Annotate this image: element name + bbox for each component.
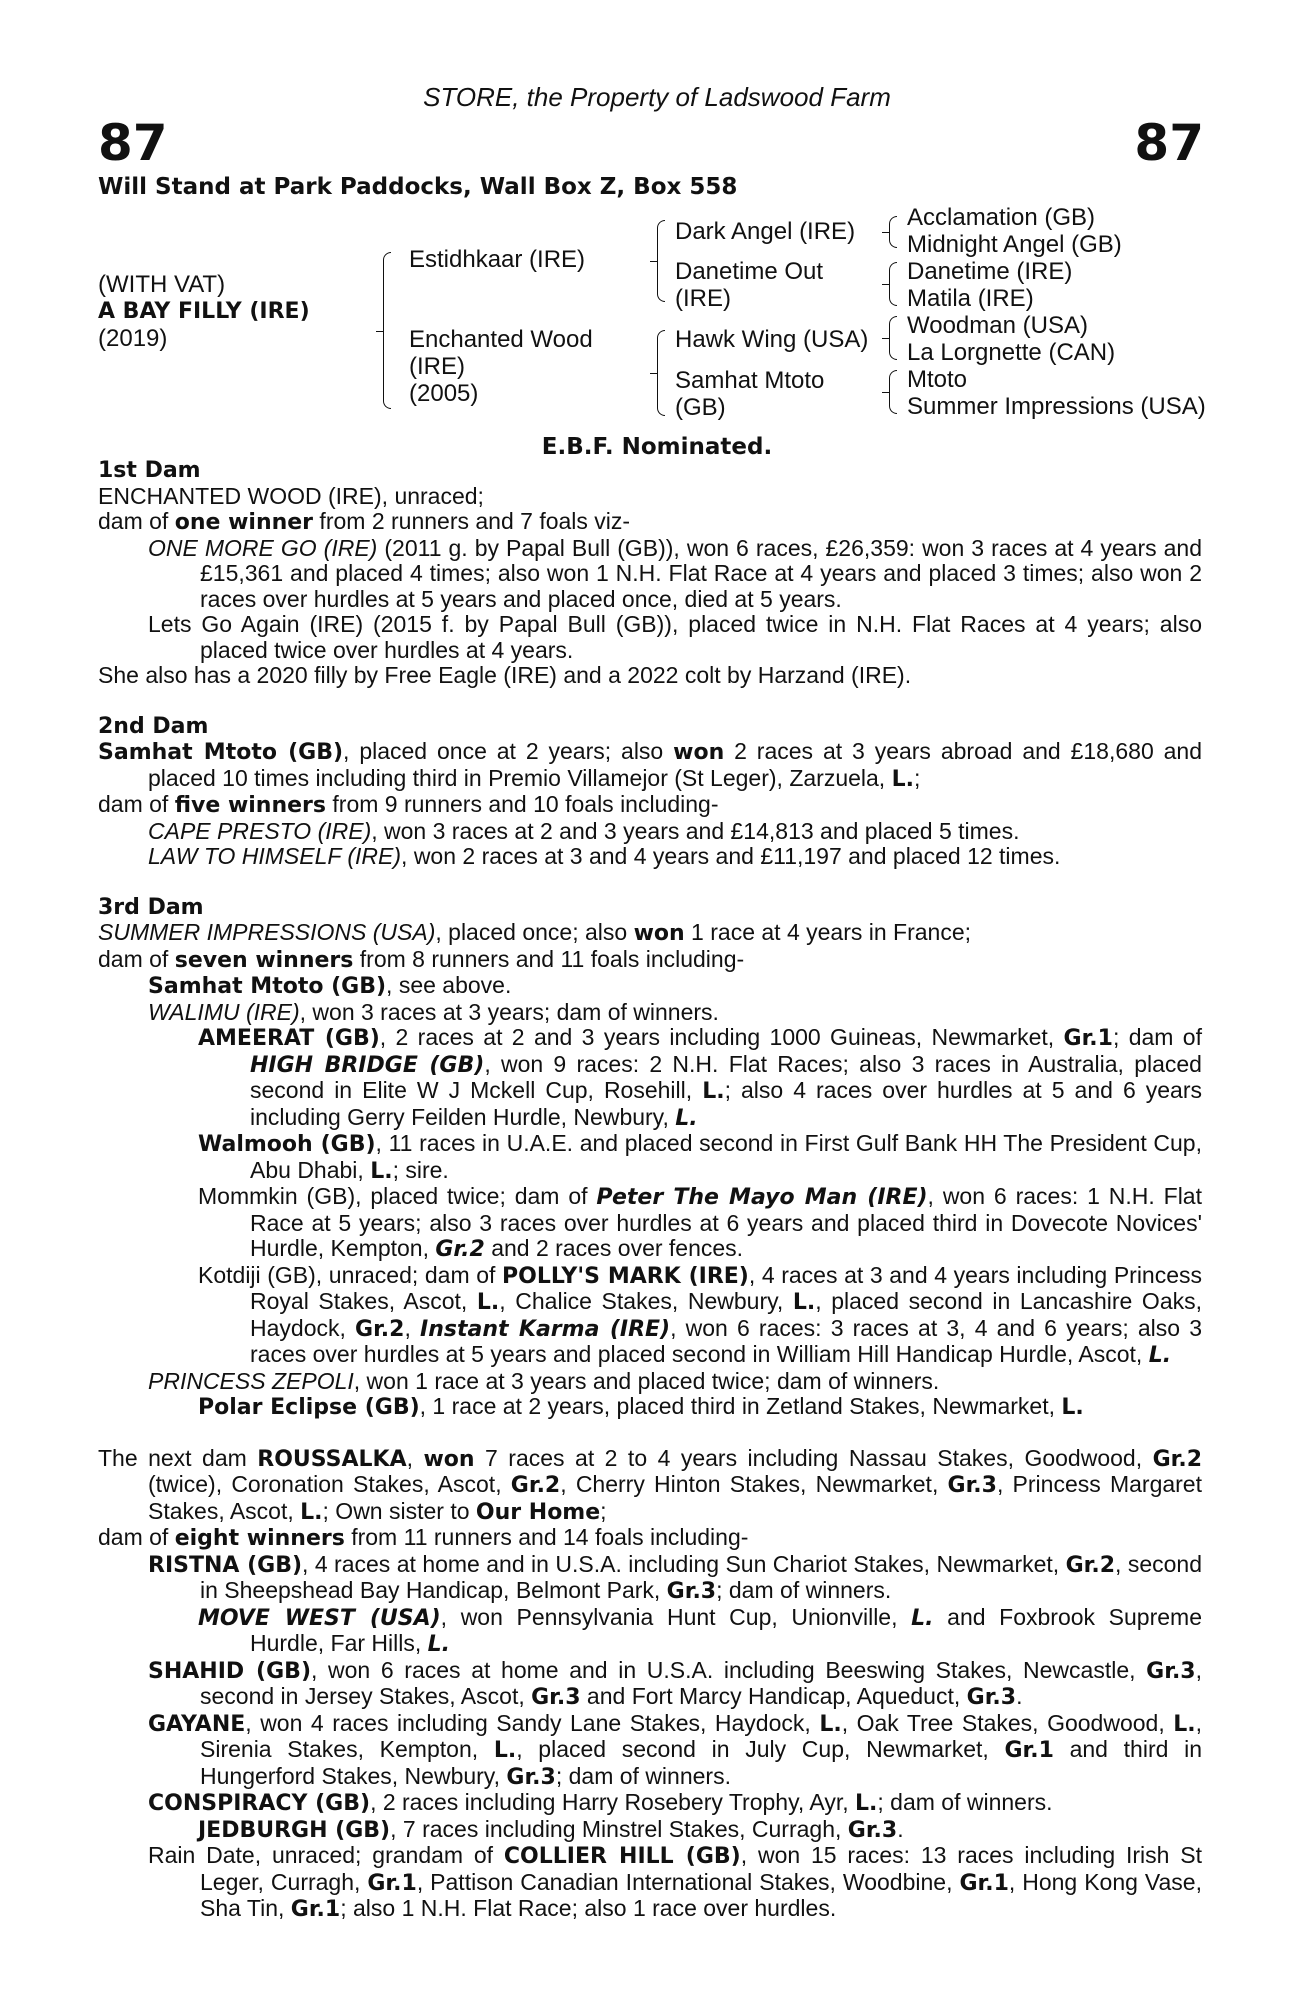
produce-entry: RISTNA (GB), 4 races at home and in U.S.A. including Sun Chariot Stakes, Newmarket, Gr.2, second in Sheepshead Bay Handicap, Belmont Park, Gr.3; dam of winners. xyxy=(148,1550,1203,1604)
pedigree-brace-2a xyxy=(657,220,665,302)
ggp-7: Mtoto xyxy=(907,366,968,393)
ggp-6: La Lorgnette (CAN) xyxy=(907,339,1116,366)
first-dam-note: She also has a 2020 filly by Free Eagle (IRE) and a 2022 colt by Harzand (IRE). xyxy=(98,662,912,688)
catalogue-body xyxy=(98,458,1202,1923)
lot-name: A BAY FILLY (IRE) xyxy=(98,299,310,324)
produce-entry: Walmooh (GB), 11 races in U.A.E. and placed second in First Gulf Bank HH The President Cup, Abu Dhabi, L.; sire. xyxy=(198,1130,1202,1184)
pedigree-brace-3b xyxy=(889,262,897,306)
first-dam-line: ENCHANTED WOOD (IRE), unraced; xyxy=(98,482,484,509)
dam-sire: Hawk Wing (USA) xyxy=(675,326,869,353)
dam-line-2: (IRE) xyxy=(409,353,465,380)
pedigree-brace-3d xyxy=(889,370,897,414)
ebf-note: E.B.F. Nominated. xyxy=(541,434,773,460)
produce-entry: Polar Eclipse (GB), 1 race at 2 years, placed third in Zetland Stakes, Newmarket, L. xyxy=(198,1393,1084,1420)
lot-number-left: 87 xyxy=(98,114,168,172)
pedigree-brace-3a xyxy=(889,216,897,248)
lot-number-right: 87 xyxy=(1134,114,1204,172)
dam-dam-line-1: Samhat Mtoto xyxy=(675,367,825,394)
sire-dam-line-1: Danetime Out xyxy=(675,258,824,285)
produce-entry: PRINCESS ZEPOLI, won 1 race at 3 years and placed twice; dam of winners. xyxy=(148,1367,940,1394)
third-dam-produce-line: dam of seven winners from 8 runners and 11 foals including- xyxy=(98,945,745,973)
produce-entry: CONSPIRACY (GB), 2 races including Harry Rosebery Trophy, Ayr, L.; dam of winners. xyxy=(148,1789,1053,1816)
first-dam-produce-line: dam of one winner from 2 runners and 7 foals viz- xyxy=(98,508,631,535)
foaling-year: (2019) xyxy=(98,325,168,352)
pedigree-brace-2b xyxy=(657,330,665,416)
dam-line-3: (2005) xyxy=(409,380,479,407)
produce-entry: MOVE WEST (USA), won Pennsylvania Hunt Cup, Unionville, L. and Foxbrook Supreme Hurdle, Far Hills, L. xyxy=(198,1603,1203,1657)
produce-entry: Mommkin (GB), placed twice; dam of Peter The Mayo Man (IRE), won 6 races: 1 N.H. Flat Race at 5 years; also 3 races over hurdles at 6 years and placed third in Dovecote Novices' Hurdle, Kempton, Gr.2 and 2 races over fences. xyxy=(198,1183,1202,1262)
produce-entry: Lets Go Again (IRE) (2015 f. by Papal Bull (GB)), placed twice in N.H. Flat Races at 4 years; also placed twice over hurdles at 4 years. xyxy=(148,611,1202,663)
sire: Estidhkaar (IRE) xyxy=(409,246,586,273)
produce-entry: JEDBURGH (GB), 7 races including Minstrel Stakes, Curragh, Gr.3. xyxy=(198,1815,904,1843)
produce-entry: Kotdiji (GB), unraced; dam of POLLY'S MARK (IRE), 4 races at 3 and 4 years including Princess Royal Stakes, Ascot, L., Chalice Stakes, Newbury, L., placed second in Lancashire Oaks, Haydock, Gr.2, Instant Karma (IRE), won 6 races: 3 races at 3, 4 and 6 years; also 3 races over hurdles at 5 years and placed second in William Hill Handicap Hurdle, Ascot, L. xyxy=(198,1261,1203,1368)
sire-sire: Dark Angel (IRE) xyxy=(675,218,856,245)
produce-entry: WALIMU (IRE), won 3 races at 3 years; dam of winners. xyxy=(148,998,719,1025)
third-dam-heading: 3rd Dam xyxy=(98,894,204,920)
next-dam-produce-line: dam of eight winners from 11 runners and 14 foals including- xyxy=(98,1524,749,1551)
produce-entry: Samhat Mtoto (GB), see above. xyxy=(148,972,512,999)
consignor-title: STORE, the Property of Ladswood Farm xyxy=(423,82,891,112)
ggp-3: Danetime (IRE) xyxy=(907,258,1073,285)
stabling-location: Will Stand at Park Paddocks, Wall Box Z, Box 558 xyxy=(98,174,738,200)
first-dam-heading: 1st Dam xyxy=(98,458,201,483)
produce-entry: Rain Date, unraced; grandam of COLLIER HILL (GB), won 15 races: 13 races including Irish St Leger, Curragh, Gr.1, Pattison Canadian International Stakes, Woodbine, Gr.1, Hong Kong Vase, Sha Tin, Gr.1; also 1 N.H. Flat Race; also 1 race over hurdles. xyxy=(148,1842,1202,1922)
pedigree-brace-3c xyxy=(889,316,897,360)
second-dam-heading: 2nd Dam xyxy=(98,713,209,739)
pedigree-brace-1 xyxy=(383,252,391,409)
produce-entry: LAW TO HIMSELF (IRE), won 2 races at 3 and 4 years and £11,197 and placed 12 times. xyxy=(148,843,1061,869)
produce-entry: ONE MORE GO (IRE) (2011 g. by Papal Bull (GB)), won 6 races, £26,359: won 3 races at 4 years and £15,361 and placed 4 times; also won 1 N.H. Flat Race at 4 years and placed 3 times; also won 2 races over hurdles at 5 years and placed once, died at 5 years. xyxy=(148,534,1202,612)
dam-line-1: Enchanted Wood xyxy=(409,326,593,353)
ggp-4: Matila (IRE) xyxy=(907,285,1034,312)
produce-entry: GAYANE, won 4 races including Sandy Lane Stakes, Haydock, L., Oak Tree Stakes, Goodwood, L., Sirenia Stakes, Kempton, L., placed second in July Cup, Newmarket, Gr.1 and third in Hungerford Stakes, Newbury, Gr.3; dam of winners. xyxy=(148,1709,1203,1790)
ggp-1: Acclamation (GB) xyxy=(907,204,1096,231)
vat-note: (WITH VAT) xyxy=(98,271,226,298)
ggp-8: Summer Impressions (USA) xyxy=(907,393,1206,420)
next-dam-line: The next dam ROUSSALKA, won 7 races at 2 to 4 years including Nassau Stakes, Goodwood, Gr.2 (twice), Coronation Stakes, Ascot, Gr.2, Cherry Hinton Stakes, Newmarket, Gr.3, Princess Margaret Stakes, Ascot, L.; Own sister to Our Home; xyxy=(98,1444,1202,1525)
ggp-2: Midnight Angel (GB) xyxy=(907,231,1122,258)
produce-entry: CAPE PRESTO (IRE), won 3 races at 2 and 3 years and £14,813 and placed 5 times. xyxy=(148,817,1020,844)
ggp-5: Woodman (USA) xyxy=(907,312,1088,339)
third-dam-line: SUMMER IMPRESSIONS (USA), placed once; also won 1 race at 4 years in France; xyxy=(98,919,972,946)
produce-entry: AMEERAT (GB), 2 races at 2 and 3 years including 1000 Guineas, Newmarket, Gr.1; dam of HIGH BRIDGE (GB), won 9 races: 2 N.H. Flat Races; also 3 races in Australia, placed second in Elite W J Mckell Cup, Rosehill, L.; also 4 races over hurdles at 5 and 6 years including Gerry Feilden Hurdle, Newbury, L. xyxy=(198,1024,1203,1131)
produce-entry: SHAHID (GB), won 6 races at home and in U.S.A. including Beeswing Stakes, Newcastle, Gr.3, second in Jersey Stakes, Ascot, Gr.3 and Fort Marcy Handicap, Aqueduct, Gr.3. xyxy=(148,1656,1202,1710)
dam-dam-line-2: (GB) xyxy=(675,394,726,421)
second-dam-line: Samhat Mtoto (GB), placed once at 2 years; also won 2 races at 3 years abroad and £18,680 and placed 10 times including third in Premio Villamejor (St Leger), Zarzuela, L.; xyxy=(98,738,1202,792)
sire-dam-line-2: (IRE) xyxy=(675,285,731,312)
second-dam-produce-line: dam of five winners from 9 runners and 10 foals including- xyxy=(98,791,719,818)
